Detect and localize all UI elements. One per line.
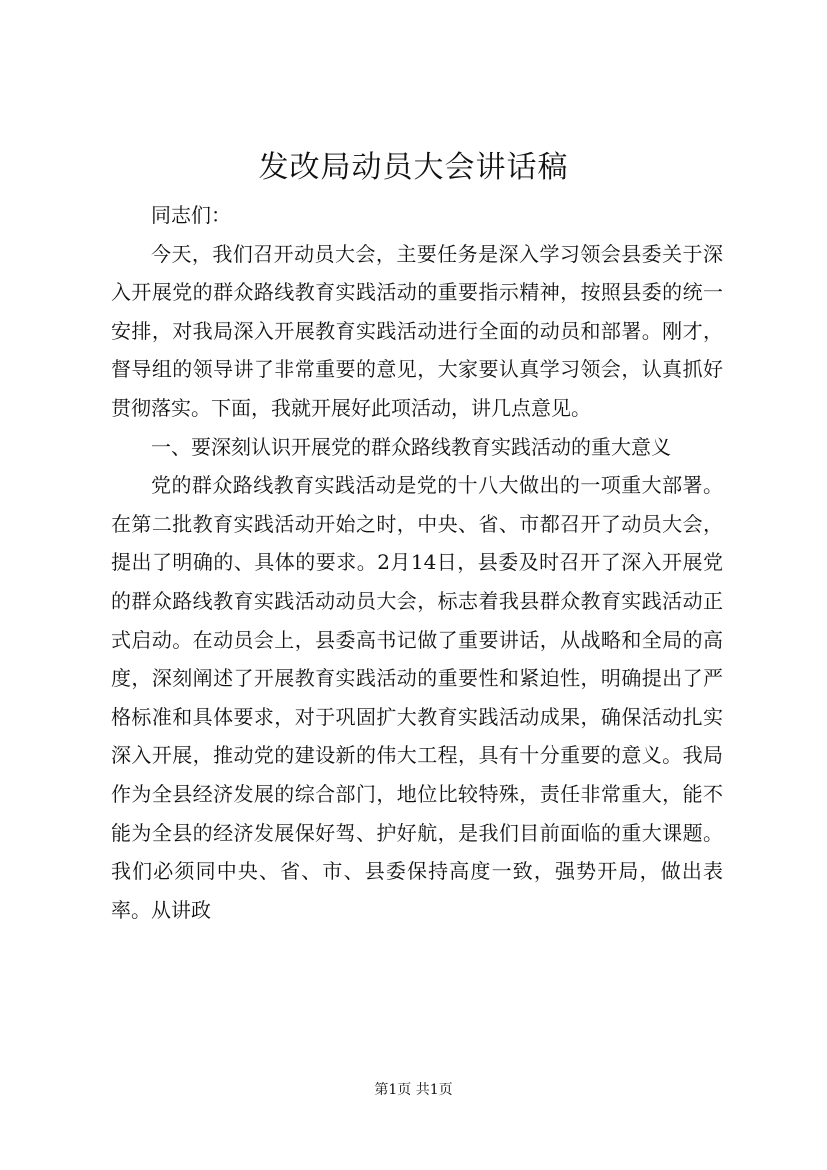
section-heading: 一、要深刻认识开展党的群众路线教育实践活动的重大意义 <box>151 434 671 459</box>
intro-paragraph: 今天，我们召开动员大会，主要任务是深入学习领会县委关于深入开展党的群众路线教育实践活动的重要指示精神，按照县委的统一安排，对我局深入开展教育实践活动进行全面的动员和部署。刚才，督导组的领导讲了非常重要的意见，大家要认真学习领会，认真抓好贯彻落实。下面，我就开展好此项活动，讲几点意见。 <box>111 241 723 420</box>
salutation-paragraph: 同志们： <box>151 203 231 227</box>
body-paragraph: 党的群众路线教育实践活动是党的十八大做出的一项重大部署。在第二批教育实践活动开始之时，中央、省、市都召开了动员大会，提出了明确的、具体的要求。2月14日，县委及时召开了深入开展党的群众路线教育实践活动动员大会，标志着我县群众教育实践活动正式启动。在动员会上，县委高书记做了重要讲话，从战略和全局的高度，深刻阐述了开展教育实践活动的重要性和紧迫性，明确提出了严格标准和具体要求，对于巩固扩大教育实践活动成果，确保活动扎实深入开展，推动党的建设新的伟大工程，具有十分重要的意义。我局作为全县经济发展的综合部门，地位比较特殊，责任非常重大，能不能为全县的经济发展保好驾、护好航，是我们目前面临的重大课题。我们必须同中央、省、市、县委保持高度一致，强势开局，做出表率。从讲政 <box>111 473 723 922</box>
document-title: 发改局动员大会讲话稿 <box>258 150 569 185</box>
page-footer: 第1页 共1页 <box>374 1082 453 1098</box>
document-body <box>111 196 723 929</box>
